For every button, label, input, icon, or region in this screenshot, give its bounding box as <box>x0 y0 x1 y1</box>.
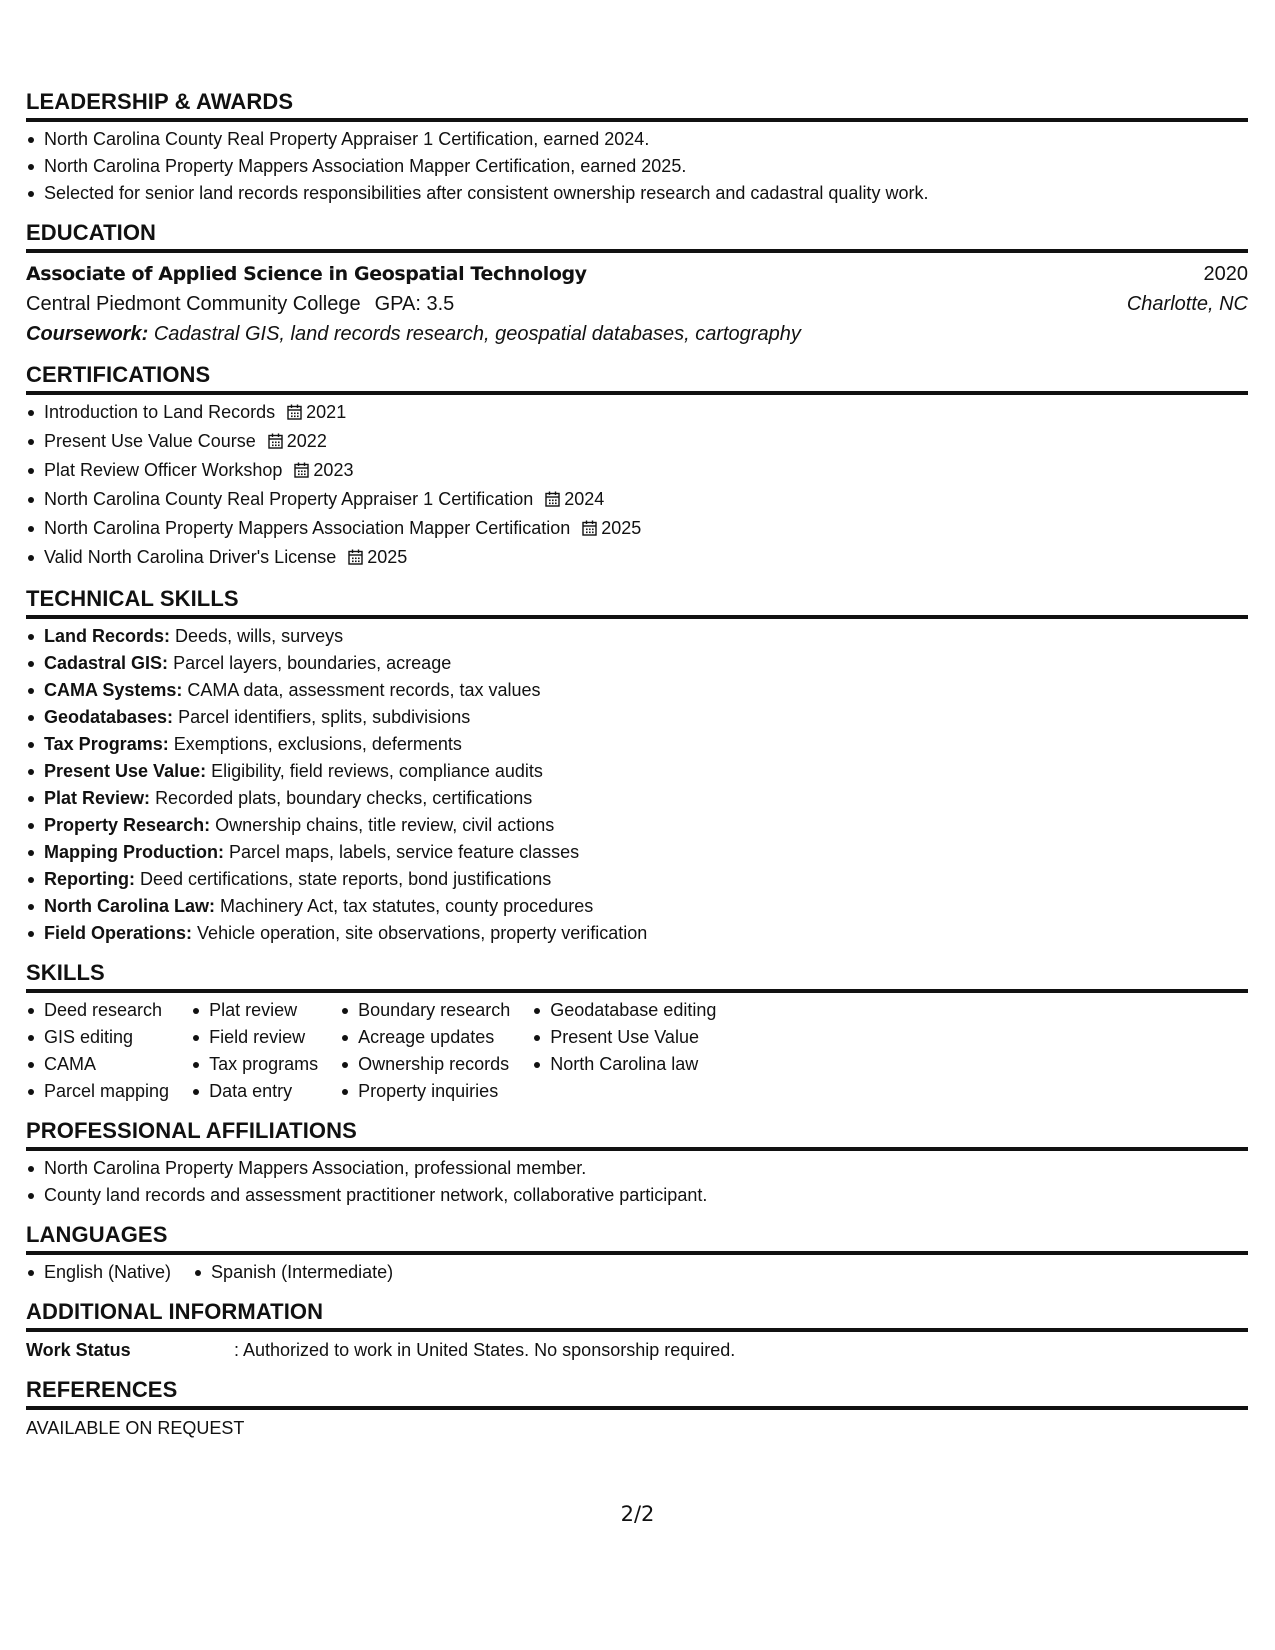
section-title-skills: SKILLS <box>26 959 1248 993</box>
skill-label: Land Records: <box>44 626 171 646</box>
calendar-icon <box>545 488 560 515</box>
references-text: AVAILABLE ON REQUEST <box>26 1418 245 1438</box>
skill-label: Present Use Value: <box>44 761 207 781</box>
coursework-label: Coursework: <box>26 323 149 345</box>
skill-description: Ownership chains, title review, civil actions <box>215 815 555 835</box>
work-status-label: Work Status <box>26 1340 131 1360</box>
skill-column <box>191 997 318 1105</box>
technical-skill-item <box>26 704 1248 731</box>
certification-item <box>26 428 1248 457</box>
technical-skills-section <box>26 585 1248 947</box>
skill-description: Parcel identifiers, splits, subdivisions <box>178 707 471 727</box>
skill-description: Machinery Act, tax statutes, county procedures <box>220 896 594 916</box>
certification-name: Introduction to Land Records <box>44 402 276 422</box>
certification-year: 2023 <box>313 460 354 480</box>
technical-skill-item <box>26 758 1248 785</box>
skill-item: Field review <box>191 1024 318 1051</box>
certification-name: Valid North Carolina Driver's License <box>44 547 337 567</box>
skill-item: Parcel mapping <box>26 1078 169 1105</box>
technical-skills-list <box>26 623 1248 947</box>
skill-label: Property Research: <box>44 815 211 835</box>
skill-item: Present Use Value <box>532 1024 716 1051</box>
certification-item <box>26 515 1248 544</box>
skill-item: North Carolina law <box>532 1051 716 1078</box>
education-school-row <box>26 289 1248 319</box>
section-title-technical-skills: TECHNICAL SKILLS <box>26 585 1248 619</box>
certification-name: North Carolina County Real Property Appraiser 1 Certification <box>44 489 534 509</box>
certification-item <box>26 544 1248 573</box>
skill-description: Vehicle operation, site observations, property verification <box>197 923 648 943</box>
education-section <box>26 219 1248 349</box>
technical-skill-item <box>26 731 1248 758</box>
skill-item: Tax programs <box>191 1051 318 1078</box>
certification-year: 2021 <box>306 402 347 422</box>
certification-year: 2025 <box>367 547 408 567</box>
certification-item <box>26 457 1248 486</box>
section-title-affiliations: PROFESSIONAL AFFILIATIONS <box>26 1117 1248 1151</box>
technical-skill-item <box>26 812 1248 839</box>
calendar-icon <box>294 459 309 486</box>
school-location: Charlotte, NC <box>1126 293 1248 315</box>
skill-label: Cadastral GIS: <box>44 653 169 673</box>
skill-item: Boundary research <box>340 997 510 1024</box>
language-item: English (Native) <box>26 1259 171 1286</box>
certifications-section <box>26 361 1248 573</box>
leadership-section <box>26 88 1248 207</box>
skills-section <box>26 959 1248 1105</box>
education-coursework-row <box>26 319 1248 349</box>
skill-description: Exemptions, exclusions, deferments <box>173 734 462 754</box>
school-name: Central Piedmont Community College <box>26 293 361 315</box>
certification-year: 2025 <box>601 518 642 538</box>
skill-label: Tax Programs: <box>44 734 169 754</box>
coursework-text: Cadastral GIS, land records research, geospatial databases, cartography <box>153 323 801 345</box>
affiliations-section <box>26 1117 1248 1209</box>
certification-name: Present Use Value Course <box>44 431 256 451</box>
technical-skill-item <box>26 785 1248 812</box>
skill-item: GIS editing <box>26 1024 169 1051</box>
languages-columns <box>26 1259 1248 1286</box>
section-title-languages: LANGUAGES <box>26 1221 1248 1255</box>
skill-item: Data entry <box>191 1078 318 1105</box>
skill-item: Ownership records <box>340 1051 510 1078</box>
skill-description: Parcel layers, boundaries, acreage <box>173 653 452 673</box>
technical-skill-item <box>26 677 1248 704</box>
skill-item: Acreage updates <box>340 1024 510 1051</box>
certification-year: 2022 <box>286 431 327 451</box>
skill-column <box>532 997 716 1105</box>
skill-description: Deeds, wills, surveys <box>175 626 344 646</box>
section-title-certifications: CERTIFICATIONS <box>26 361 1248 395</box>
skill-column <box>26 997 169 1105</box>
graduation-year: 2020 <box>1203 263 1248 285</box>
skill-label: CAMA Systems: <box>44 680 183 700</box>
references-section <box>26 1376 1248 1442</box>
skill-item: Property inquiries <box>340 1078 510 1105</box>
skill-description: Parcel maps, labels, service feature classes <box>229 842 580 862</box>
section-title-additional-info: ADDITIONAL INFORMATION <box>26 1298 1248 1332</box>
certification-item <box>26 486 1248 515</box>
technical-skill-item <box>26 623 1248 650</box>
list-item: County land records and assessment practitioner network, collaborative participant. <box>26 1182 1248 1209</box>
languages-section <box>26 1221 1248 1286</box>
calendar-icon <box>348 546 363 573</box>
list-item: North Carolina Property Mappers Association, professional member. <box>26 1155 1248 1182</box>
skills-columns <box>26 997 1248 1105</box>
language-item: Spanish (Intermediate) <box>193 1259 393 1286</box>
technical-skill-item <box>26 893 1248 920</box>
work-status-row <box>26 1336 1248 1364</box>
affiliations-list <box>26 1155 1248 1209</box>
skill-description: Deed certifications, state reports, bond justifications <box>140 869 552 889</box>
skill-label: Plat Review: <box>44 788 151 808</box>
skill-label: Field Operations: <box>44 923 193 943</box>
language-column <box>193 1259 393 1286</box>
skill-item: Geodatabase editing <box>532 997 716 1024</box>
skill-item: CAMA <box>26 1051 169 1078</box>
skill-item: Deed research <box>26 997 169 1024</box>
calendar-icon <box>268 430 283 457</box>
section-title-references: REFERENCES <box>26 1376 1248 1410</box>
calendar-icon <box>287 401 302 428</box>
certification-name: North Carolina Property Mappers Association Mapper Certification <box>44 518 571 538</box>
resume-page <box>26 88 1248 1454</box>
work-status-value: : Authorized to work in United States. No sponsorship required. <box>234 1340 736 1360</box>
skill-description: CAMA data, assessment records, tax values <box>187 680 541 700</box>
skill-label: North Carolina Law: <box>44 896 216 916</box>
certifications-list <box>26 399 1248 573</box>
additional-info-section <box>26 1298 1248 1364</box>
degree-name: Associate of Applied Science in Geospatial Technology <box>26 263 587 285</box>
skill-label: Reporting: <box>44 869 135 889</box>
certification-year: 2024 <box>564 489 605 509</box>
skill-label: Mapping Production: <box>44 842 224 862</box>
technical-skill-item <box>26 920 1248 947</box>
certification-item <box>26 399 1248 428</box>
skill-item: Plat review <box>191 997 318 1024</box>
technical-skill-item <box>26 650 1248 677</box>
list-item: North Carolina County Real Property Appraiser 1 Certification, earned 2024. <box>26 126 1248 153</box>
page-number: 2/2 <box>620 1502 655 1526</box>
skill-label: Geodatabases: <box>44 707 174 727</box>
list-item: North Carolina Property Mappers Association Mapper Certification, earned 2025. <box>26 153 1248 180</box>
calendar-icon <box>582 517 597 544</box>
list-item: Selected for senior land records responsibilities after consistent ownership research and cadastral quality work. <box>26 180 1248 207</box>
section-title-education: EDUCATION <box>26 219 1248 253</box>
gpa: GPA: 3.5 <box>374 293 455 315</box>
skill-description: Eligibility, field reviews, compliance audits <box>211 761 543 781</box>
leadership-list <box>26 126 1248 207</box>
certification-name: Plat Review Officer Workshop <box>44 460 283 480</box>
section-title-leadership: LEADERSHIP & AWARDS <box>26 88 1248 122</box>
technical-skill-item <box>26 866 1248 893</box>
technical-skill-item <box>26 839 1248 866</box>
language-column <box>26 1259 171 1286</box>
skill-column <box>340 997 510 1105</box>
skill-description: Recorded plats, boundary checks, certifications <box>155 788 533 808</box>
education-degree-row <box>26 259 1248 289</box>
